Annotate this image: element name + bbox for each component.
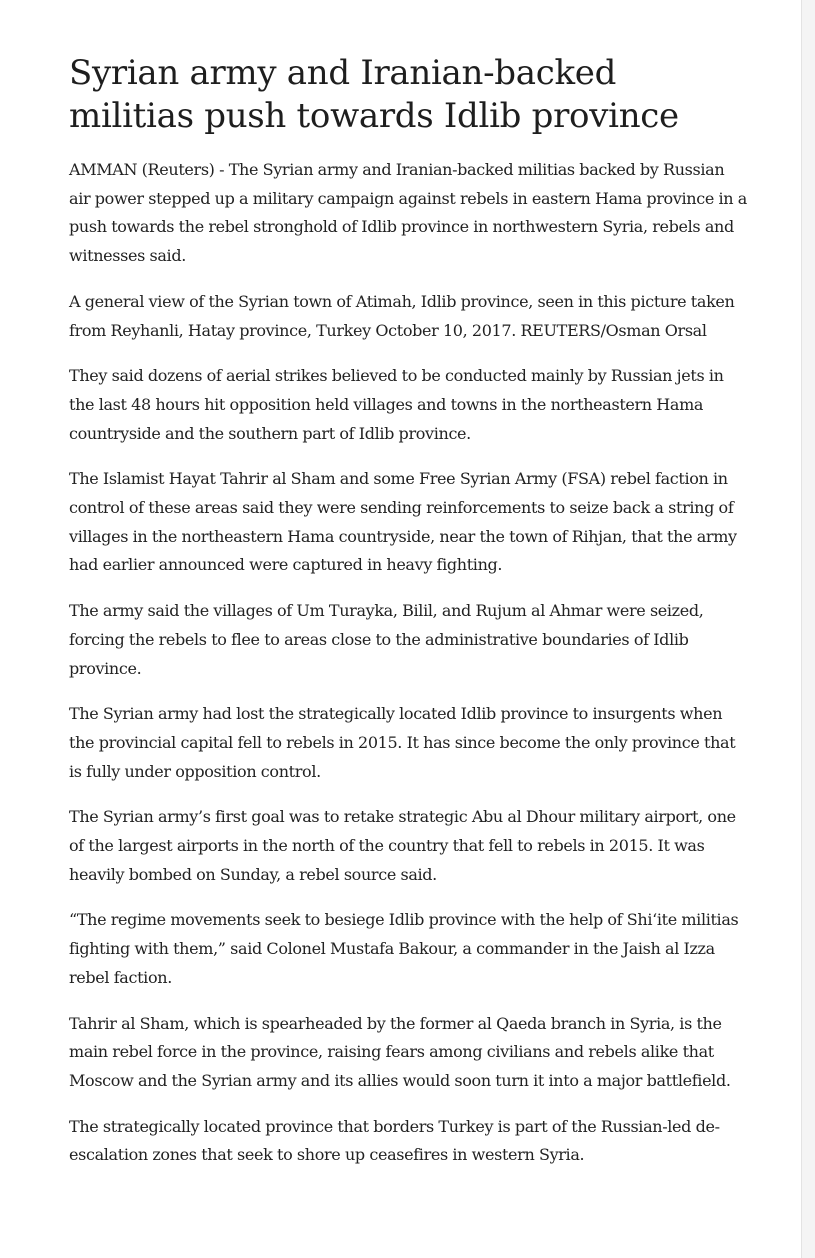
article-paragraph-9: Tahrir al Sham, which is spearheaded by the former al Qaeda branch in Syria, is the main rebel force in the province, raising fears among civilians and rebels alike that Moscow and the Syrian army and its allies would soon turn it into a major battlefield. <box>69 1013 731 1090</box>
article-paragraph-2: A general view of the Syrian town of Atimah, Idlib province, seen in this picture taken from Reyhanli, Hatay province, Turkey October 10, 2017. REUTERS/Osman Orsal <box>69 291 735 340</box>
article-paragraph-8: “The regime movements seek to besiege Idlib province with the help of Shi‘ite militias fighting with them,” said Colonel Mustafa Bakour, a commander in the Jaish al Izza rebel faction. <box>69 910 739 987</box>
article-paragraph-10: The strategically located province that borders Turkey is part of the Russian-led de-escalation zones that seek to shore up ceasefires in western Syria. <box>69 1116 720 1165</box>
article-paragraph-7: The Syrian army’s first goal was to retake strategic Abu al Dhour military airport, one of the largest airports in the north of the country that fell to rebels in 2015. It was heavily bombed on Sunday, a rebel source said. <box>69 807 736 884</box>
article <box>69 52 749 1187</box>
vertical-scrollbar[interactable] <box>801 0 815 1258</box>
article-paragraph-5: The army said the villages of Um Turayka, Bilil, and Rujum al Ahmar were seized, forcing the rebels to flee to areas close to the administrative boundaries of Idlib province. <box>69 601 704 678</box>
article-paragraph-4: The Islamist Hayat Tahrir al Sham and some Free Syrian Army (FSA) rebel faction in control of these areas said they were sending reinforcements to seize back a string of villages in the northeastern Hama countryside, near the town of Rihjan, that the army had earlier announced were captured in heavy fighting. <box>69 469 737 575</box>
article-paragraph-1: AMMAN (Reuters) - The Syrian army and Iranian-backed militias backed by Russian air power stepped up a military campaign against rebels in eastern Hama province in a push towards the rebel stronghold of Idlib province in northwestern Syria, rebels and witnesses said. <box>69 160 747 266</box>
article-paragraph-6: The Syrian army had lost the strategically located Idlib province to insurgents when the provincial capital fell to rebels in 2015. It has since become the only province that is fully under opposition control. <box>69 704 736 781</box>
article-paragraph-3: They said dozens of aerial strikes believed to be conducted mainly by Russian jets in the last 48 hours hit opposition held villages and towns in the northeastern Hama countryside and the southern part of Idlib province. <box>69 366 724 443</box>
article-title: Syrian army and Iranian-backed militias push towards Idlib province <box>69 53 679 136</box>
